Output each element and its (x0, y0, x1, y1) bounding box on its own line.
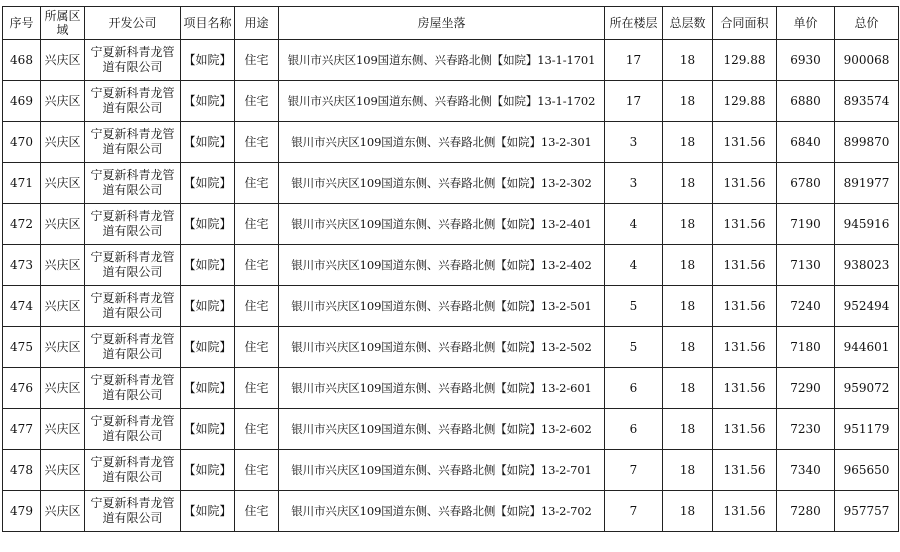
cell-unit-price: 7230 (777, 409, 835, 450)
table-row (3, 327, 899, 368)
cell-developer: 宁夏新科青龙管道有限公司 (85, 491, 181, 532)
cell-area: 兴庆区 (41, 409, 85, 450)
cell-total-floors: 18 (663, 286, 713, 327)
table-row (3, 450, 899, 491)
cell-use: 住宅 (235, 163, 279, 204)
header-no: 序号 (3, 7, 41, 40)
cell-total-price: 938023 (835, 245, 899, 286)
cell-project: 【如院】 (181, 163, 235, 204)
cell-project: 【如院】 (181, 40, 235, 81)
table-row (3, 81, 899, 122)
cell-total-price: 951179 (835, 409, 899, 450)
cell-location: 银川市兴庆区109国道东侧、兴春路北侧【如院】13-2-401 (279, 204, 605, 245)
cell-floor: 5 (605, 286, 663, 327)
cell-unit-price: 6880 (777, 81, 835, 122)
cell-use: 住宅 (235, 81, 279, 122)
table-body (3, 40, 899, 532)
cell-size: 131.56 (713, 450, 777, 491)
table-row (3, 122, 899, 163)
cell-project: 【如院】 (181, 327, 235, 368)
cell-developer: 宁夏新科青龙管道有限公司 (85, 122, 181, 163)
cell-no: 475 (3, 327, 41, 368)
cell-total-floors: 18 (663, 40, 713, 81)
cell-use: 住宅 (235, 245, 279, 286)
cell-floor: 3 (605, 122, 663, 163)
cell-use: 住宅 (235, 122, 279, 163)
cell-no: 468 (3, 40, 41, 81)
cell-total-price: 957757 (835, 491, 899, 532)
cell-developer: 宁夏新科青龙管道有限公司 (85, 409, 181, 450)
cell-area: 兴庆区 (41, 491, 85, 532)
table-row (3, 368, 899, 409)
cell-size: 131.56 (713, 204, 777, 245)
cell-total-price: 952494 (835, 286, 899, 327)
cell-developer: 宁夏新科青龙管道有限公司 (85, 368, 181, 409)
cell-project: 【如院】 (181, 81, 235, 122)
cell-total-price: 944601 (835, 327, 899, 368)
cell-size: 129.88 (713, 40, 777, 81)
cell-area: 兴庆区 (41, 245, 85, 286)
cell-location: 银川市兴庆区109国道东侧、兴春路北侧【如院】13-2-501 (279, 286, 605, 327)
cell-use: 住宅 (235, 450, 279, 491)
cell-location: 银川市兴庆区109国道东侧、兴春路北侧【如院】13-2-702 (279, 491, 605, 532)
cell-floor: 7 (605, 450, 663, 491)
cell-location: 银川市兴庆区109国道东侧、兴春路北侧【如院】13-2-301 (279, 122, 605, 163)
cell-location: 银川市兴庆区109国道东侧、兴春路北侧【如院】13-2-402 (279, 245, 605, 286)
cell-unit-price: 7180 (777, 327, 835, 368)
cell-size: 131.56 (713, 286, 777, 327)
cell-total-floors: 18 (663, 368, 713, 409)
cell-developer: 宁夏新科青龙管道有限公司 (85, 327, 181, 368)
cell-floor: 17 (605, 81, 663, 122)
table-row (3, 491, 899, 532)
header-row (3, 7, 899, 40)
cell-location: 银川市兴庆区109国道东侧、兴春路北侧【如院】13-2-502 (279, 327, 605, 368)
cell-project: 【如院】 (181, 368, 235, 409)
header-unit-price: 单价 (777, 7, 835, 40)
cell-no: 472 (3, 204, 41, 245)
cell-floor: 6 (605, 409, 663, 450)
table-row (3, 40, 899, 81)
table-container (2, 6, 899, 532)
header-location: 房屋坐落 (279, 7, 605, 40)
cell-unit-price: 7280 (777, 491, 835, 532)
cell-total-floors: 18 (663, 122, 713, 163)
table-row (3, 245, 899, 286)
cell-size: 131.56 (713, 327, 777, 368)
cell-no: 471 (3, 163, 41, 204)
cell-area: 兴庆区 (41, 368, 85, 409)
cell-size: 129.88 (713, 81, 777, 122)
cell-unit-price: 7190 (777, 204, 835, 245)
cell-developer: 宁夏新科青龙管道有限公司 (85, 204, 181, 245)
cell-developer: 宁夏新科青龙管道有限公司 (85, 245, 181, 286)
header-floor: 所在楼层 (605, 7, 663, 40)
cell-size: 131.56 (713, 491, 777, 532)
cell-unit-price: 7290 (777, 368, 835, 409)
cell-floor: 4 (605, 204, 663, 245)
cell-developer: 宁夏新科青龙管道有限公司 (85, 286, 181, 327)
cell-use: 住宅 (235, 286, 279, 327)
cell-total-price: 893574 (835, 81, 899, 122)
cell-unit-price: 6780 (777, 163, 835, 204)
cell-floor: 7 (605, 491, 663, 532)
cell-location: 银川市兴庆区109国道东侧、兴春路北侧【如院】13-2-601 (279, 368, 605, 409)
cell-total-price: 945916 (835, 204, 899, 245)
cell-no: 479 (3, 491, 41, 532)
cell-floor: 5 (605, 327, 663, 368)
cell-unit-price: 6930 (777, 40, 835, 81)
cell-developer: 宁夏新科青龙管道有限公司 (85, 40, 181, 81)
cell-project: 【如院】 (181, 204, 235, 245)
cell-use: 住宅 (235, 491, 279, 532)
cell-total-floors: 18 (663, 327, 713, 368)
cell-total-price: 900068 (835, 40, 899, 81)
cell-floor: 3 (605, 163, 663, 204)
cell-total-floors: 18 (663, 245, 713, 286)
housing-price-table (2, 6, 899, 532)
cell-project: 【如院】 (181, 122, 235, 163)
cell-unit-price: 7340 (777, 450, 835, 491)
cell-total-price: 899870 (835, 122, 899, 163)
cell-project: 【如院】 (181, 450, 235, 491)
cell-use: 住宅 (235, 327, 279, 368)
table-row (3, 204, 899, 245)
cell-no: 473 (3, 245, 41, 286)
cell-location: 银川市兴庆区109国道东侧、兴春路北侧【如院】13-1-1701 (279, 40, 605, 81)
cell-size: 131.56 (713, 368, 777, 409)
cell-location: 银川市兴庆区109国道东侧、兴春路北侧【如院】13-2-701 (279, 450, 605, 491)
cell-total-floors: 18 (663, 204, 713, 245)
cell-project: 【如院】 (181, 409, 235, 450)
header-use: 用途 (235, 7, 279, 40)
header-size: 合同面积 (713, 7, 777, 40)
cell-area: 兴庆区 (41, 122, 85, 163)
cell-total-floors: 18 (663, 409, 713, 450)
cell-no: 476 (3, 368, 41, 409)
cell-use: 住宅 (235, 204, 279, 245)
header-total-price: 总价 (835, 7, 899, 40)
cell-area: 兴庆区 (41, 286, 85, 327)
cell-project: 【如院】 (181, 245, 235, 286)
cell-no: 474 (3, 286, 41, 327)
cell-developer: 宁夏新科青龙管道有限公司 (85, 450, 181, 491)
cell-size: 131.56 (713, 122, 777, 163)
cell-total-floors: 18 (663, 491, 713, 532)
cell-unit-price: 7240 (777, 286, 835, 327)
cell-total-floors: 18 (663, 450, 713, 491)
cell-total-floors: 18 (663, 163, 713, 204)
table-row (3, 163, 899, 204)
cell-total-price: 959072 (835, 368, 899, 409)
cell-developer: 宁夏新科青龙管道有限公司 (85, 163, 181, 204)
cell-use: 住宅 (235, 409, 279, 450)
cell-area: 兴庆区 (41, 81, 85, 122)
cell-size: 131.56 (713, 245, 777, 286)
header-developer: 开发公司 (85, 7, 181, 40)
header-area: 所属区域 (41, 7, 85, 40)
cell-location: 银川市兴庆区109国道东侧、兴春路北侧【如院】13-2-302 (279, 163, 605, 204)
table-row (3, 409, 899, 450)
cell-no: 477 (3, 409, 41, 450)
cell-no: 470 (3, 122, 41, 163)
cell-unit-price: 6840 (777, 122, 835, 163)
cell-area: 兴庆区 (41, 163, 85, 204)
cell-size: 131.56 (713, 163, 777, 204)
header-project: 项目名称 (181, 7, 235, 40)
cell-floor: 4 (605, 245, 663, 286)
cell-location: 银川市兴庆区109国道东侧、兴春路北侧【如院】13-1-1702 (279, 81, 605, 122)
cell-no: 469 (3, 81, 41, 122)
header-total-floors: 总层数 (663, 7, 713, 40)
cell-floor: 17 (605, 40, 663, 81)
cell-total-price: 965650 (835, 450, 899, 491)
cell-location: 银川市兴庆区109国道东侧、兴春路北侧【如院】13-2-602 (279, 409, 605, 450)
cell-area: 兴庆区 (41, 327, 85, 368)
cell-area: 兴庆区 (41, 450, 85, 491)
cell-no: 478 (3, 450, 41, 491)
cell-total-floors: 18 (663, 81, 713, 122)
cell-size: 131.56 (713, 409, 777, 450)
cell-unit-price: 7130 (777, 245, 835, 286)
table-row (3, 286, 899, 327)
cell-total-price: 891977 (835, 163, 899, 204)
cell-developer: 宁夏新科青龙管道有限公司 (85, 81, 181, 122)
cell-floor: 6 (605, 368, 663, 409)
cell-use: 住宅 (235, 40, 279, 81)
cell-use: 住宅 (235, 368, 279, 409)
cell-area: 兴庆区 (41, 40, 85, 81)
cell-project: 【如院】 (181, 286, 235, 327)
cell-project: 【如院】 (181, 491, 235, 532)
cell-area: 兴庆区 (41, 204, 85, 245)
